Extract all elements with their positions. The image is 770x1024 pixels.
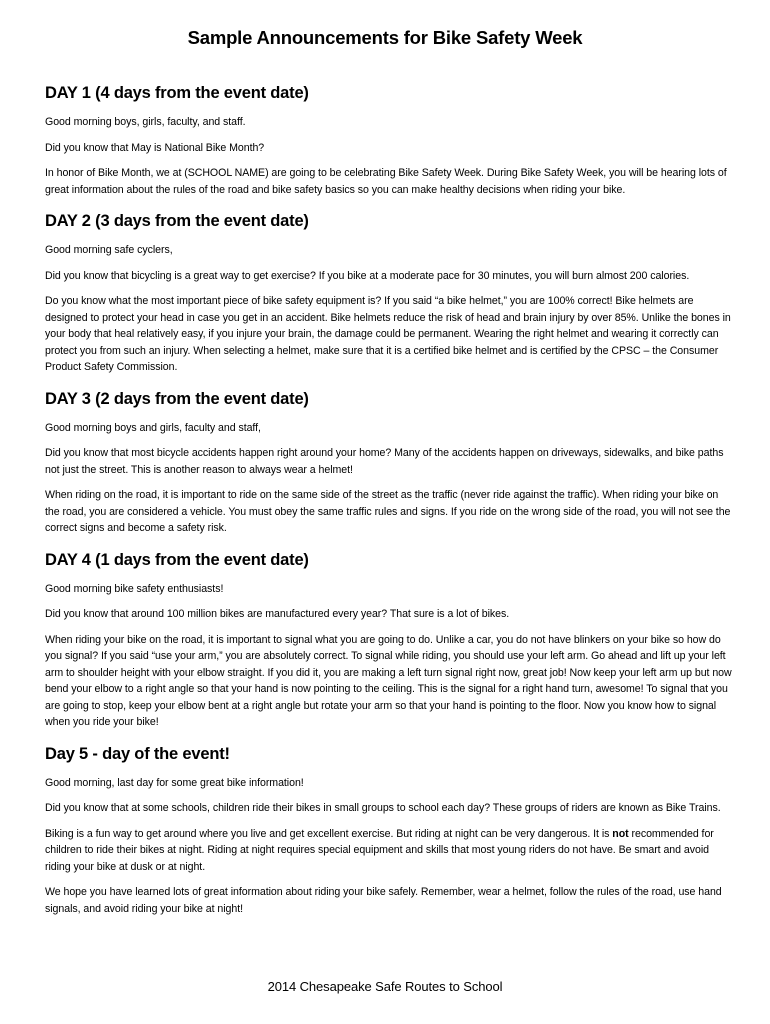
- day-2-section: [45, 210, 735, 376]
- emphasis-not: not: [612, 827, 629, 840]
- day-5-paragraph: We hope you have learned lots of great information about riding your bike safely. Remember, wear a helmet, follow the rules of the road, use hand signals, and avoid riding your bike at night!: [45, 886, 722, 915]
- day-3-paragraph: When riding on the road, it is important to ride on the same side of the street as the traffic (never ride against the traffic). When riding your bike on the road, you are considered a vehicle. You must obey the same traffic rules and signs. If you ride on the wrong side of the road, you will not see the correct signs and become a safety risk.: [45, 489, 731, 534]
- day-5-text-before-emphasis: Biking is a fun way to get around where you live and get excellent exercise. But riding at night can be very dangerous. It is: [45, 827, 613, 840]
- day-5-heading: Day 5 - day of the event!: [45, 744, 230, 763]
- day-3-section: [45, 388, 735, 537]
- day-4-paragraph: When riding your bike on the road, it is important to signal what you are going to do. Unlike a car, you do not have blinkers on your bike so how do you signal? If you said “use your arm,” you are absolutely correct. To signal while riding, you should use your left arm. Go ahead and lift up your left arm to shoulder height with your elbow straight. If you did it, you are making a left turn signal right now, great job! Now keep your left arm up but now bend your elbow to a right angle so that your hand is now pointing to the ceiling. This is the signal for a right hand turn, awesome! To signal that you are going to stop, keep your elbow bent at a right angle but rotate your arm so that your hand is pointing to the floor. Now you know how to signal when you ride your bike!: [45, 633, 732, 728]
- page-title: Sample Announcements for Bike Safety Week: [187, 27, 583, 48]
- day-2-heading: DAY 2 (3 days from the event date): [45, 212, 309, 230]
- day-4-section: [45, 549, 735, 731]
- day-1-paragraph: Did you know that May is National Bike Month?: [45, 141, 265, 154]
- day-1-paragraph: Good morning boys, girls, faculty, and staff.: [45, 116, 246, 128]
- day-3-paragraph: Did you know that most bicycle accidents happen right around your home? Many of the accidents happen on driveways, sidewalks, and bike paths not just the street. This is another reason to always wear a helmet!: [45, 447, 724, 476]
- day-4-paragraph: Did you know that around 100 million bikes are manufactured every year? That sure is a lot of bikes.: [45, 608, 510, 620]
- day-1-section: [45, 82, 735, 198]
- day-2-paragraph: Did you know that bicycling is a great way to get exercise? If you bike at a moderate pace for 30 minutes, you will burn almost 200 calories.: [45, 269, 690, 282]
- day-3-heading: DAY 3 (2 days from the event date): [45, 389, 309, 408]
- day-2-paragraph: Good morning safe cyclers,: [45, 244, 173, 256]
- document-body: [45, 82, 735, 929]
- day-2-paragraph: Do you know what the most important piece of bike safety equipment is? If you said “a bike helmet,” you are 100% correct! Bike helmets are designed to protect your head in case you get in an accident. Bike helmets reduce the risk of head and brain injury by over 85%. Unlike the bones in your body that heal relatively easy, if you injure your brain, the damage could be permanent. Wearing the right helmet and wearing it correctly can protect you from such an injury. When selecting a helmet, make sure that it is a certified bike helmet and is certified by the CPSC – the Consumer Product Safety Commission.: [45, 295, 731, 373]
- day-1-paragraph: In honor of Bike Month, we at (SCHOOL NAME) are going to be celebrating Bike Safety Week. During Bike Safety Week, you will be hearing lots of great information about the rules of the road and bike safety basics so you can make healthy decisions when riding your bike.: [45, 167, 727, 196]
- day-5-paragraph: [45, 826, 735, 876]
- day-5-text-after-emphasis: recommended for children to ride their bikes at night. Riding at night requires special equipment and skills that most young riders do not have. Be smart and avoid riding your bike at dusk or at night.: [45, 827, 714, 873]
- day-5-paragraph: Did you know that at some schools, children ride their bikes in small groups to school each day? These groups of riders are known as Bike Trains.: [45, 802, 721, 814]
- day-1-heading: DAY 1 (4 days from the event date): [45, 84, 309, 102]
- day-4-paragraph: Good morning bike safety enthusiasts!: [45, 582, 224, 595]
- day-4-heading: DAY 4 (1 days from the event date): [45, 550, 309, 569]
- day-5-paragraph: Good morning, last day for some great bike information!: [45, 776, 304, 789]
- day-3-paragraph: Good morning boys and girls, faculty and staff,: [45, 421, 261, 434]
- day-5-section: [45, 743, 735, 918]
- page-footer: 2014 Chesapeake Safe Routes to School: [267, 979, 503, 994]
